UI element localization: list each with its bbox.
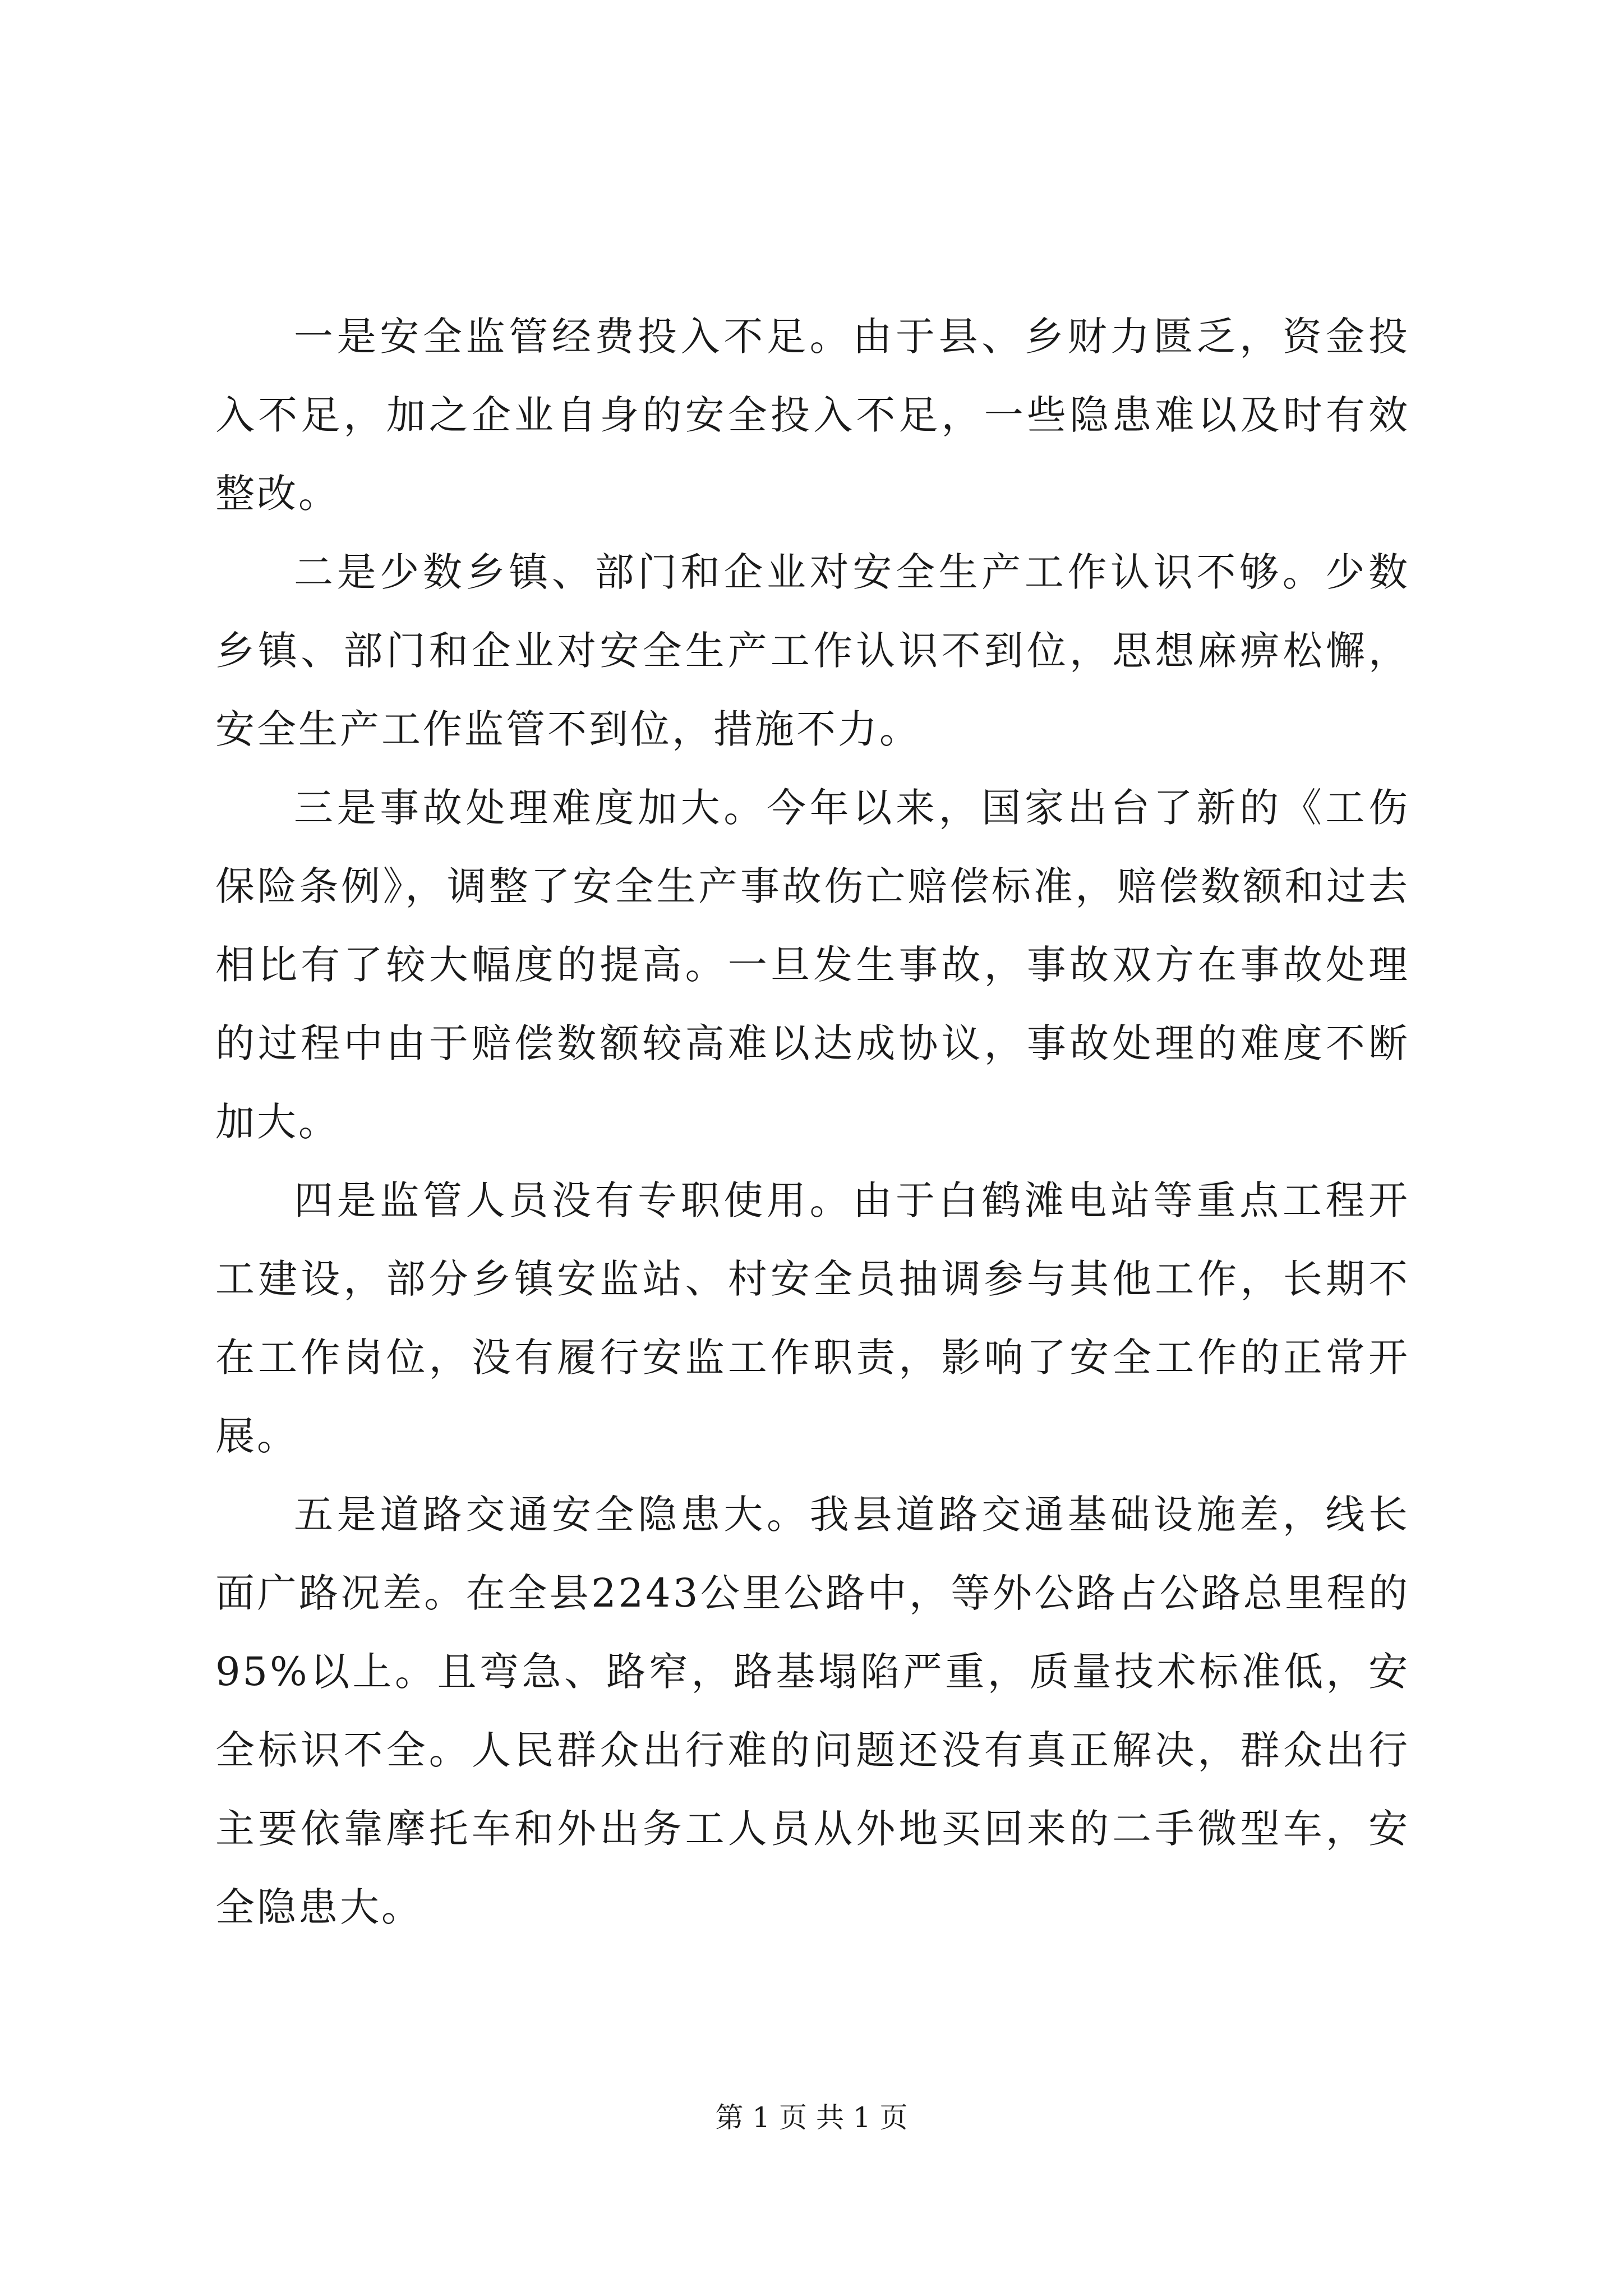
page-footer: 第 1 页 共 1 页 (715, 2101, 908, 2134)
paragraph-5: 五是道路交通安全隐患大。我县道路交通基础设施差，线长面广路况差。在全县2243公里公路中，等外公路占公路总里程的95%以上。且弯急、路窄，路基塌陷严重，质量技术标准低，安全标识不全。人民群众出行难的问题还没有真正解决，群众出行主要依靠摩托车和外出务工人员从外地买回来的二手微型车，安全隐患大。 (215, 1492, 1410, 1930)
paragraph-2: 二是少数乡镇、部门和企业对安全生产工作认识不够。少数乡镇、部门和企业对安全生产工作认识不到位，思想麻痹松懈，安全生产工作监管不到位，措施不力。 (215, 549, 1410, 752)
paragraph-4: 四是监管人员没有专职使用。由于白鹤滩电站等重点工程开工建设，部分乡镇安监站、村安全员抽调参与其他工作，长期不在工作岗位，没有履行安监工作职责，影响了安全工作的正常开展。 (215, 1177, 1410, 1459)
paragraph-1: 一是安全监管经费投入不足。由于县、乡财力匮乏，资金投入不足，加之企业自身的安全投入不足，一些隐患难以及时有效整改。 (215, 314, 1410, 517)
paragraph-3: 三是事故处理难度加大。今年以来，国家出台了新的《工伤保险条例》，调整了安全生产事故伤亡赔偿标准，赔偿数额和过去相比有了较大幅度的提高。一旦发生事故，事故双方在事故处理的过程中由于赔偿数额较高难以达成协议，事故处理的难度不断加大。 (215, 785, 1410, 1145)
document-body (215, 297, 1410, 1947)
